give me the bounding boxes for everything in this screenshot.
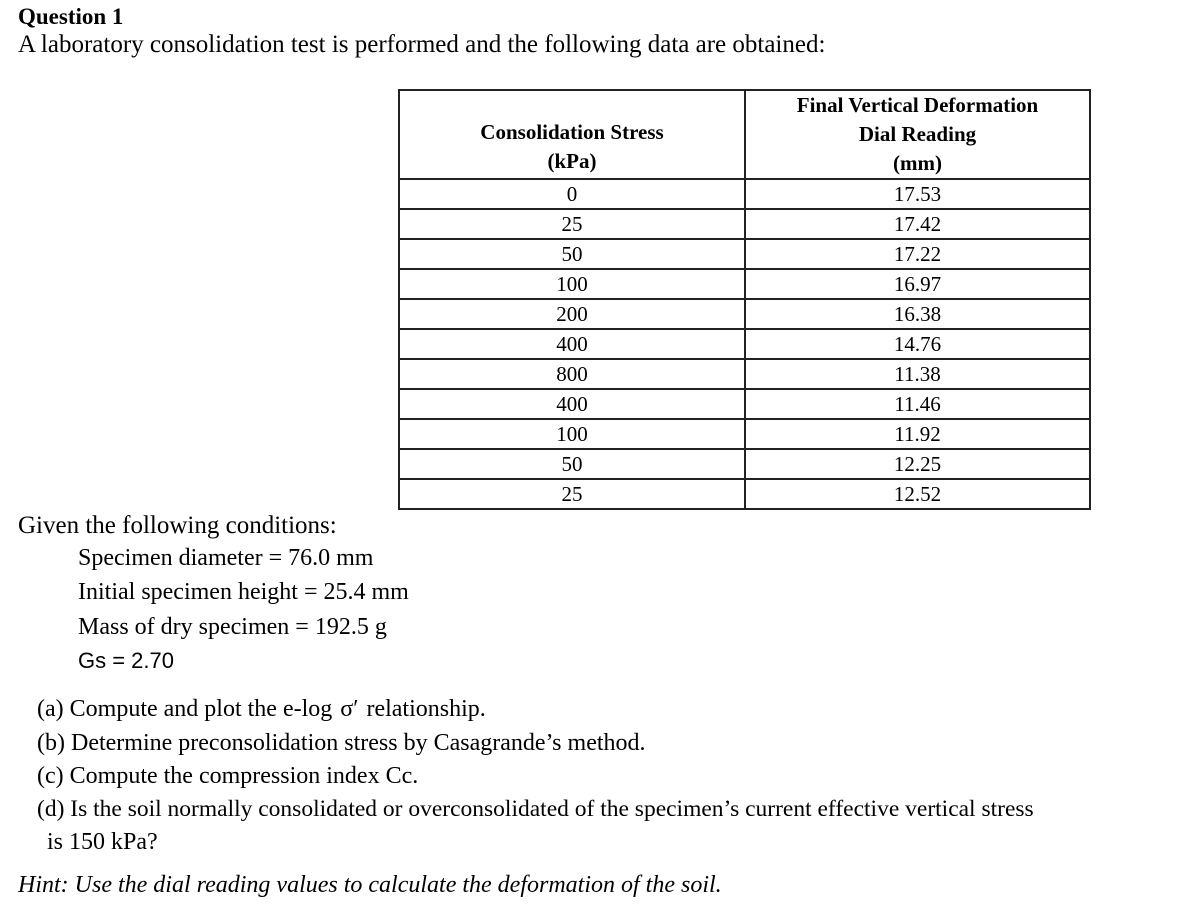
stress-cell: 400 — [399, 329, 745, 359]
dial-reading-cell: 17.22 — [745, 239, 1090, 269]
table-row — [399, 419, 1090, 449]
condition-dry-mass: Mass of dry specimen = 192.5 g — [78, 614, 387, 640]
dial-reading-cell: 17.53 — [745, 179, 1090, 209]
stress-header-line1: Consolidation Stress — [480, 120, 664, 144]
stress-cell: 400 — [399, 389, 745, 419]
stress-cell: 50 — [399, 449, 745, 479]
table-row — [399, 299, 1090, 329]
stress-cell: 25 — [399, 209, 745, 239]
dial-reading-column-header — [745, 90, 1090, 179]
part-a — [37, 696, 486, 723]
stress-cell: 50 — [399, 239, 745, 269]
dial-header-line1: Final Vertical Deformation — [796, 93, 1039, 117]
hint-text: Hint: Use the dial reading values to calculate the deformation of the soil. — [18, 872, 722, 898]
part-a-suffix: relationship. — [366, 696, 486, 722]
stress-cell: 200 — [399, 299, 745, 329]
table-header-row — [399, 90, 1090, 179]
stress-header-line2: (kPa) — [547, 149, 597, 173]
dial-reading-cell: 11.46 — [745, 389, 1090, 419]
dial-reading-cell: 14.76 — [745, 329, 1090, 359]
part-a-prefix: (a) Compute and plot the e-log — [37, 696, 333, 722]
stress-cell: 100 — [399, 269, 745, 299]
dial-header-line3: (mm) — [893, 151, 942, 175]
stress-column-header — [399, 90, 745, 179]
stress-cell: 25 — [399, 479, 745, 509]
table-row — [399, 209, 1090, 239]
dial-reading-cell: 11.92 — [745, 419, 1090, 449]
dial-reading-cell: 11.38 — [745, 359, 1090, 389]
table-row — [399, 329, 1090, 359]
intro-text: A laboratory consolidation test is performed and the following data are obtained: — [18, 31, 826, 58]
dial-reading-cell: 16.38 — [745, 299, 1090, 329]
sigma-prime-symbol: σ′ — [340, 696, 359, 722]
dial-reading-cell: 17.42 — [745, 209, 1090, 239]
table-row — [399, 179, 1090, 209]
dial-reading-cell: 16.97 — [745, 269, 1090, 299]
stress-cell: 0 — [399, 179, 745, 209]
table-body — [399, 179, 1090, 509]
part-b: (b) Determine preconsolidation stress by Casagrande’s method. — [37, 730, 646, 756]
question-title: Question 1 — [18, 4, 124, 29]
table-row — [399, 269, 1090, 299]
table-row — [399, 359, 1090, 389]
condition-specific-gravity: Gs = 2.70 — [78, 648, 175, 673]
part-d-line1: (d) Is the soil normally consolidated or overconsolidated of the specimen’s current effective vertical stress — [37, 796, 1034, 822]
consolidation-data-table — [398, 89, 1091, 510]
dial-reading-cell: 12.52 — [745, 479, 1090, 509]
condition-specimen-diameter: Specimen diameter = 76.0 mm — [78, 545, 374, 571]
table-row — [399, 239, 1090, 269]
given-heading: Given the following conditions: — [18, 512, 337, 539]
stress-cell: 100 — [399, 419, 745, 449]
dial-header-line2: Dial Reading — [858, 122, 977, 146]
dial-reading-cell: 12.25 — [745, 449, 1090, 479]
table-row — [399, 479, 1090, 509]
part-d-line2: is 150 kPa? — [47, 829, 158, 855]
table-row — [399, 389, 1090, 419]
table-row — [399, 449, 1090, 479]
stress-cell: 800 — [399, 359, 745, 389]
part-c: (c) Compute the compression index Cc. — [37, 763, 419, 789]
condition-initial-height: Initial specimen height = 25.4 mm — [78, 579, 409, 605]
